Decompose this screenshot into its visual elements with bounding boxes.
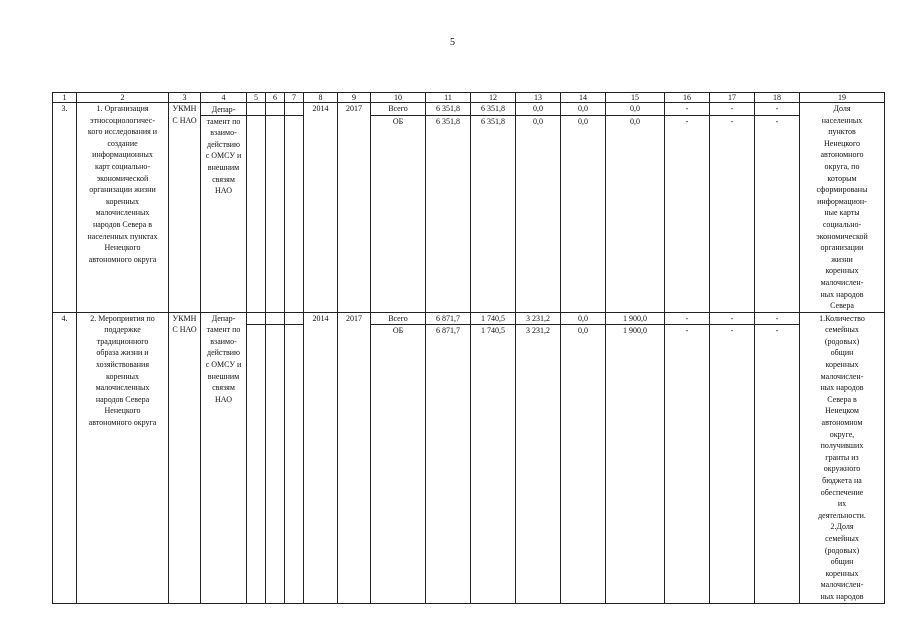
value-ob: 1 900,0 xyxy=(623,326,647,336)
col18-cell xyxy=(755,103,800,313)
col-header: 17 xyxy=(710,93,755,103)
responsible-executor: УКМН С НАО xyxy=(169,312,201,603)
col17-cell xyxy=(710,103,755,313)
value-total: 1 900,0 xyxy=(606,313,664,326)
value-total: 6 351,8 xyxy=(426,103,470,116)
value-ob: 6 871,7 xyxy=(436,326,460,336)
col-header: 9 xyxy=(338,93,371,103)
col-header: 16 xyxy=(665,93,710,103)
col12-cell xyxy=(471,312,516,603)
value-ob: 6 351,8 xyxy=(436,116,460,126)
source-total: Всего xyxy=(371,103,425,116)
start-year: 2014 xyxy=(304,103,338,313)
value-ob: 0,0 xyxy=(578,116,588,126)
col11-cell xyxy=(426,103,471,313)
value-ob: - xyxy=(730,326,734,336)
col13-cell xyxy=(516,103,561,313)
col5-cell xyxy=(247,312,266,603)
value-ob: - xyxy=(775,116,779,126)
value-total: 3 231,2 xyxy=(516,313,560,326)
row-number: 4. xyxy=(53,312,77,603)
value-total: 0,0 xyxy=(561,103,605,116)
value-total: 0,0 xyxy=(561,313,605,326)
col14-cell xyxy=(561,312,606,603)
value-ob: 0,0 xyxy=(630,116,640,126)
col13-cell xyxy=(516,312,561,603)
co-executor xyxy=(201,103,247,313)
value-ob: - xyxy=(775,326,779,336)
col6-cell xyxy=(266,103,285,313)
col6-cell xyxy=(266,312,285,603)
start-year: 2014 xyxy=(304,312,338,603)
col-header: 5 xyxy=(247,93,266,103)
program-table xyxy=(52,92,885,604)
responsible-executor: УКМН С НАО xyxy=(169,103,201,313)
value-ob: - xyxy=(685,326,689,336)
col12-cell xyxy=(471,103,516,313)
col15-cell xyxy=(606,312,665,603)
table-row xyxy=(53,312,885,603)
col-header: 1 xyxy=(53,93,77,103)
end-year: 2017 xyxy=(338,103,371,313)
col-header: 12 xyxy=(471,93,516,103)
source-ob: ОБ xyxy=(392,116,404,126)
col-header: 4 xyxy=(201,93,247,103)
col11-cell xyxy=(426,312,471,603)
value-ob: 6 351,8 xyxy=(481,116,505,126)
col16-cell xyxy=(665,103,710,313)
col15-cell xyxy=(606,103,665,313)
source-ob: ОБ xyxy=(392,326,404,336)
funding-source xyxy=(371,103,426,313)
col-header: 15 xyxy=(606,93,665,103)
value-total: 1 740,5 xyxy=(471,313,515,326)
page-number: 5 xyxy=(450,37,455,48)
col14-cell xyxy=(561,103,606,313)
value-ob: - xyxy=(730,116,734,126)
target-indicator: Доля населенных пунктов Ненецкого автономного округа, по которым сформированы информацион- ные карты социально- экономической организации жизни коренных малочислен- ных народов Севера xyxy=(800,103,885,313)
col-header: 14 xyxy=(561,93,606,103)
value-total: 0,0 xyxy=(516,103,560,116)
value-total: 6 351,8 xyxy=(471,103,515,116)
col-header: 18 xyxy=(755,93,800,103)
measure-name: 1. Организация этносоциологичес- кого исследования и создание информационных карт социально- экономической организации жизни коренных малочисленных народов Севера в населенных пунктах Ненецкого автономного округа xyxy=(77,103,169,313)
table-row xyxy=(53,103,885,313)
col18-cell xyxy=(755,312,800,603)
value-ob: 1 740,5 xyxy=(481,326,505,336)
value-total: - xyxy=(710,103,754,116)
end-year: 2017 xyxy=(338,312,371,603)
col-header: 3 xyxy=(169,93,201,103)
source-total: Всего xyxy=(371,313,425,326)
funding-source xyxy=(371,312,426,603)
value-total: - xyxy=(755,103,799,116)
target-indicator: 1.Количество семейных (родовых) общин коренных малочислен- ных народов Севера в Ненецком автономном округе, получивших гранты из окружного бюджета на обеспечение их деятельности. 2.Доля семейных (родовых) общин коренных малочислен- ных народов xyxy=(800,312,885,603)
column-number-row xyxy=(53,93,885,103)
value-total: - xyxy=(710,313,754,326)
value-ob: 3 231,2 xyxy=(526,326,550,336)
value-total: 6 871,7 xyxy=(426,313,470,326)
col-header: 8 xyxy=(304,93,338,103)
col16-cell xyxy=(665,312,710,603)
row-number: 3. xyxy=(53,103,77,313)
value-ob: - xyxy=(685,116,689,126)
col17-cell xyxy=(710,312,755,603)
col5-cell xyxy=(247,103,266,313)
col-header: 10 xyxy=(371,93,426,103)
col-header: 2 xyxy=(77,93,169,103)
value-total: - xyxy=(665,103,709,116)
col-header: 11 xyxy=(426,93,471,103)
col-header: 6 xyxy=(266,93,285,103)
value-ob: 0,0 xyxy=(533,116,543,126)
value-ob: 0,0 xyxy=(578,326,588,336)
value-total: - xyxy=(665,313,709,326)
col-header: 7 xyxy=(285,93,304,103)
col7-cell xyxy=(285,312,304,603)
col7-cell xyxy=(285,103,304,313)
measure-name: 2. Мероприятия по поддержке традиционного образа жизни и хозяйствования коренных малочисленных народов Севера Ненецкого автономного округа xyxy=(77,312,169,603)
co-executor: Депар- тамент по взаимо- действию с ОМСУ и внешним связям НАО xyxy=(201,312,247,603)
col-header: 19 xyxy=(800,93,885,103)
value-total: - xyxy=(755,313,799,326)
col-header: 13 xyxy=(516,93,561,103)
co-executor-text: Депар- тамент по взаимо- действию с ОМСУ и внешним связям НАО xyxy=(205,105,242,196)
value-total: 0,0 xyxy=(606,103,664,116)
